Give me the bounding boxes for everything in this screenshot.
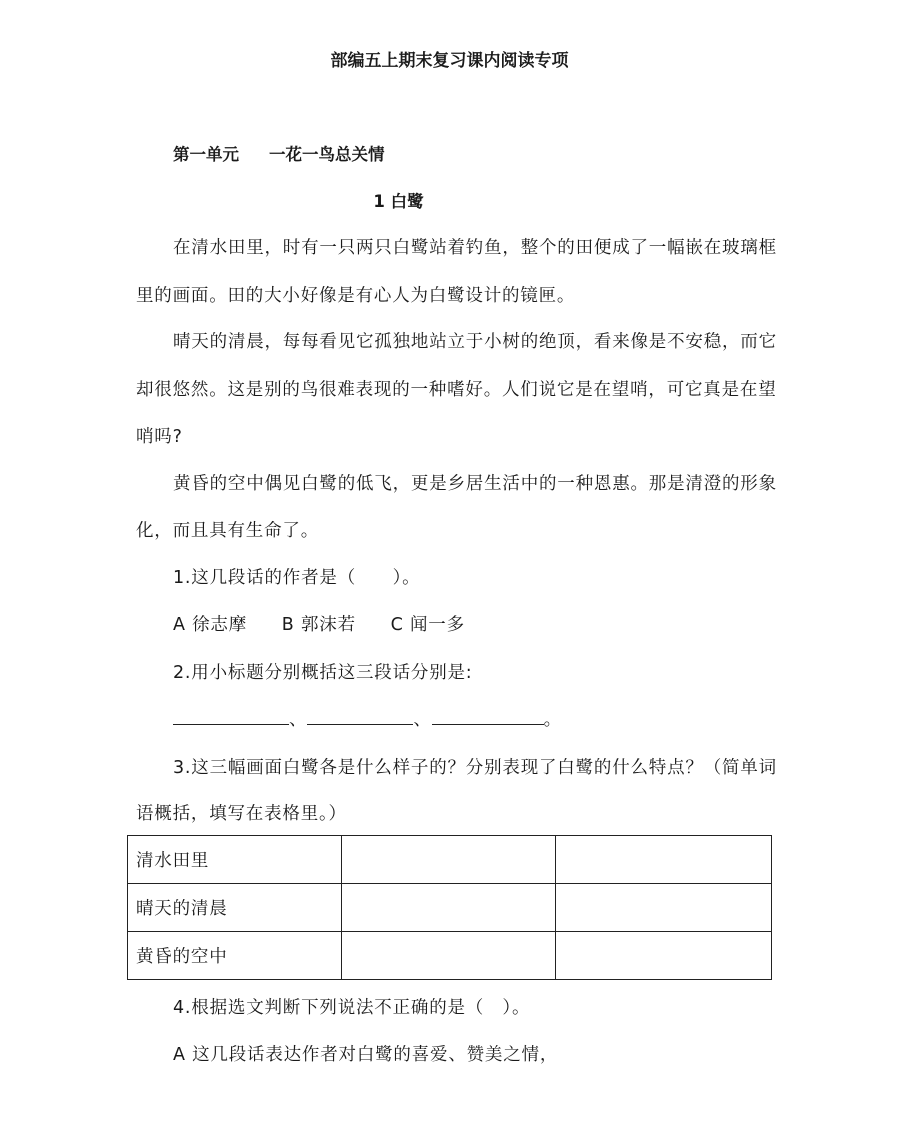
unit-theme: 一花一鸟总关情 [269,145,385,164]
answer-blank[interactable] [307,710,413,725]
answer-blank[interactable] [432,710,544,725]
question-2: 2.用小标题分别概括这三段话分别是: [173,663,473,683]
table-answer-cell[interactable] [556,932,772,980]
lesson-title: 1 白鹭 [373,192,424,211]
table-row [128,932,772,980]
passage-line: 化，而且具有生命了。 [136,521,319,541]
table-answer-cell[interactable] [556,836,772,884]
passage-line: 黄昏的空中偶见白鹭的低飞，更是乡居生活中的一种恩惠。那是清澄的形象 [173,474,777,494]
table-answer-cell[interactable] [342,932,556,980]
table-answer-cell[interactable] [342,836,556,884]
table-row [128,836,772,884]
option-c: C 闻一多 [390,615,465,635]
answer-blank[interactable] [173,710,289,725]
option-a: A 徐志摩 [173,615,248,635]
option-b: B 郭沫若 [281,615,356,635]
table-row-label: 黄昏的空中 [128,932,342,980]
table-answer-cell[interactable] [342,884,556,932]
blank-end: 。 [543,710,562,730]
unit-heading [173,141,385,165]
passage-line: 晴天的清晨，每每看见它孤独地站立于小树的绝顶，看来像是不安稳，而它 [173,332,777,352]
question-3-line-2: 语概括，填写在表格里。） [136,804,347,824]
question-2-blanks [173,706,562,731]
unit-label: 第一单元 [173,145,239,164]
question-1-options [173,611,465,636]
question-4: 4.根据选文判断下列说法不正确的是（ ）。 [173,998,531,1018]
table-row-label: 晴天的清晨 [128,884,342,932]
question-1: 1.这几段话的作者是（ ）。 [173,568,421,588]
table-answer-cell[interactable] [556,884,772,932]
passage-line: 在清水田里，时有一只两只白鹭站着钓鱼，整个的田便成了一幅嵌在玻璃框 [173,238,777,258]
answer-table [127,835,772,980]
blank-separator: 、 [413,710,432,730]
table-row-label: 清水田里 [128,836,342,884]
table-row [128,884,772,932]
question-4-option-a: A 这几段话表达作者对白鹭的喜爱、赞美之情， [173,1045,559,1065]
passage-line: 哨吗? [136,427,183,447]
blank-separator: 、 [289,710,308,730]
question-3-line-1: 3.这三幅画面白鹭各是什么样子的？分别表现了白鹭的什么特点？（简单词 [173,758,777,778]
passage-line: 里的画面。田的大小好像是有心人为白鹭设计的镜匣。 [136,286,576,306]
page-title: 部编五上期末复习课内阅读专项 [330,51,569,71]
passage-line: 却很悠然。这是别的鸟很难表现的一种嗜好。人们说它是在望哨，可它真是在望 [136,380,777,400]
